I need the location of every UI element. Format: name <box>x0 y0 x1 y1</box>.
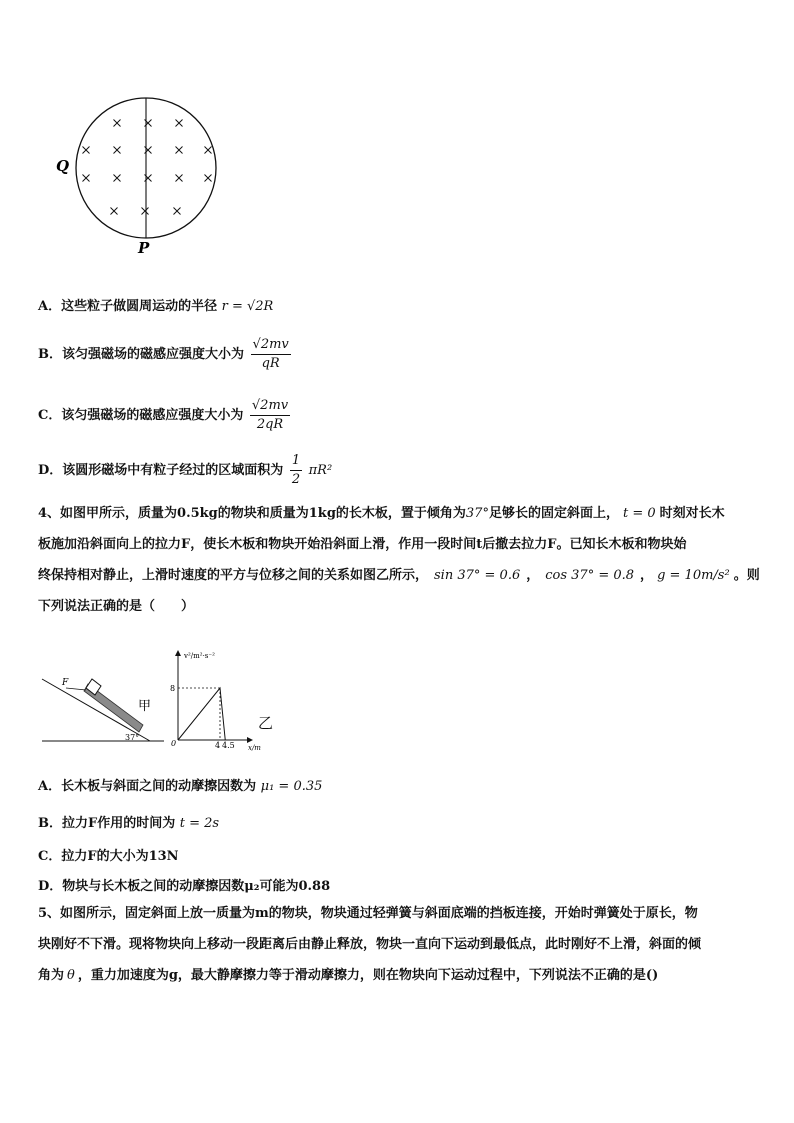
q5-line-1 <box>38 898 760 929</box>
q3-b-fraction <box>251 336 291 373</box>
magnetic-field-figure <box>50 95 230 260</box>
graph-origin: 0 <box>171 739 177 748</box>
q3-c-numerator: √2mv <box>250 397 290 416</box>
q3-d-text: D．该圆形磁场中有粒子经过的区域面积为 <box>38 463 284 478</box>
q4-option-a <box>38 775 322 794</box>
cross-mark <box>114 147 121 154</box>
figure-yi-label: 乙 <box>258 714 274 732</box>
q4-math-g: g = 10m/s² <box>657 568 730 583</box>
q4-line-1 <box>38 498 760 529</box>
label-p: P <box>138 239 150 257</box>
q4-b-text: B．拉力F作用的时间为 <box>38 816 176 831</box>
graph-y8: 8 <box>170 684 176 693</box>
q5-text-1: 如图所示，固定斜面上放一质量为m的物块，物块通过轻弹簧与斜面底端的挡板连接，开始时弹簧处于原长，物 <box>60 906 698 921</box>
q4-b-math: t = 2s <box>179 816 220 831</box>
q4-option-d: D．物块与长木板之间的动摩擦因数μ₂可能为0.88 <box>38 879 331 894</box>
q3-b-denominator: qR <box>261 356 280 371</box>
cross-mark <box>205 175 212 182</box>
q5-line-2: 块刚好不下滑。现将物块向上移动一段距离后由静止释放，物块一直向下运动到最低点，此时刚好不上滑，斜面的倾 <box>38 937 702 952</box>
q4-option-c: C．拉力F的大小为13N <box>38 849 179 864</box>
q5-number: 5、 <box>38 906 61 921</box>
q3-c-text: C．该匀强磁场的磁感应强度大小为 <box>38 408 244 423</box>
q4-line-2: 板施加沿斜面向上的拉力F，使长木板和物块开始沿斜面上滑，作用一段时间t后撤去拉力F。已知长木板和物块始 <box>38 537 687 552</box>
q4-text-1: 如图甲所示，质量为0.5kg的物块和质量为1kg的长木板，置于倾角为 <box>60 506 466 521</box>
cross-mark <box>83 147 90 154</box>
q3-option-a <box>38 295 273 314</box>
graph-y-label: v²/m²·s⁻² <box>184 652 215 660</box>
q4-a-text: A．长木板与斜面之间的动摩擦因数为 <box>38 779 257 794</box>
q4-option-b <box>38 812 219 831</box>
q4-number: 4、 <box>38 506 61 521</box>
cross-mark <box>111 208 118 215</box>
q4-text-3b: 。则 <box>733 568 760 583</box>
q3-d-tail: πR² <box>308 463 333 478</box>
q5-line-3 <box>38 960 760 991</box>
v2-x-graph <box>168 648 278 754</box>
cross-mark <box>176 175 183 182</box>
q4-line-3: 终保持相对静止，上滑时速度的平方与位移之间的关系如图乙所示， sin 37° = 0.6 ， cos 37° = 0.8 ， g = 10m/s² 。则 <box>38 568 760 583</box>
force-label: F <box>62 678 69 688</box>
q4-text-3a: 终保持相对静止，上滑时速度的平方与位移之间的关系如图乙所示， <box>38 568 429 583</box>
q3-d-fraction <box>290 452 302 489</box>
incline-figure <box>38 660 168 750</box>
q3-a-math: r = √2R <box>221 299 274 314</box>
q3-b-numerator: √2mv <box>251 336 291 355</box>
graph-series-line <box>178 688 225 740</box>
q4-text-2: 足够长的固定斜面上， <box>488 506 619 521</box>
field-crosses <box>83 120 212 215</box>
q3-d-numerator: 1 <box>290 452 302 471</box>
q3-option-c <box>38 397 292 434</box>
graph-x-label: x/m <box>248 744 261 752</box>
q4-text-3: 时刻对长木 <box>659 506 725 521</box>
q5-text-3a: 角为 <box>38 968 65 983</box>
q3-b-text: B．该匀强磁场的磁感应强度大小为 <box>38 347 244 362</box>
cross-mark <box>176 120 183 127</box>
cross-mark <box>205 147 212 154</box>
q3-option-d <box>38 452 332 489</box>
q4-math-sin: sin 37° = 0.6 <box>434 568 521 583</box>
cross-mark <box>114 120 121 127</box>
cross-mark <box>83 175 90 182</box>
q3-a-text: A．这些粒子做圆周运动的半径 <box>38 299 218 314</box>
graph-x4: 4 <box>215 741 221 750</box>
angle-label: 37° <box>125 733 140 742</box>
q3-c-fraction <box>250 397 290 434</box>
cross-mark <box>114 175 121 182</box>
q5-math-theta: θ <box>67 968 75 983</box>
q3-d-denominator: 2 <box>291 472 301 487</box>
force-arrow <box>66 688 86 690</box>
q4-a-math: μ₁ = 0.35 <box>260 779 323 794</box>
figure-jia-label: 甲 <box>138 699 152 714</box>
label-q: Q <box>56 157 70 175</box>
cross-mark <box>176 147 183 154</box>
graph-x45: 4.5 <box>222 741 235 750</box>
cross-mark <box>142 208 149 215</box>
q5-text-3b: ，重力加速度为g，最大静摩擦力等于滑动摩擦力，则在物块向下运动过程中，下列说法不正确的是() <box>77 968 659 983</box>
q4-math-cos: cos 37° = 0.8 <box>545 568 635 583</box>
q4-stem <box>38 498 760 622</box>
q4-line-4: 下列说法正确的是（ ） <box>38 599 195 614</box>
q4-math-angle: 37° <box>465 506 489 521</box>
q3-option-b <box>38 336 293 373</box>
cross-mark <box>174 208 181 215</box>
q4-math-t0: t = 0 <box>622 506 656 521</box>
graph-y-arrow <box>175 650 181 656</box>
q3-c-denominator: 2qR <box>256 417 284 432</box>
graph-x-arrow <box>247 737 253 743</box>
q5-stem <box>38 898 760 991</box>
